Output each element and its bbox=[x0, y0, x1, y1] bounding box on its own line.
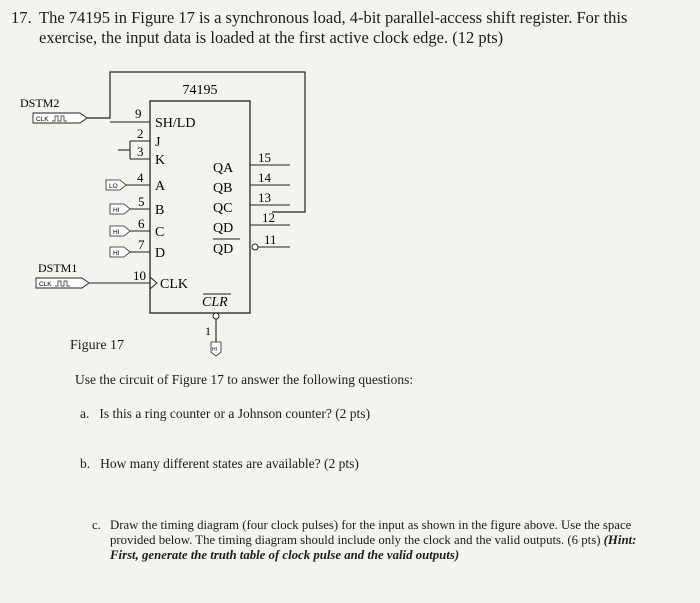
label-qc: QC bbox=[213, 201, 233, 216]
level-tag-hi-clr-text: HI bbox=[212, 347, 217, 353]
label-b: B bbox=[155, 203, 165, 218]
pin-7: 7 bbox=[138, 237, 145, 252]
label-qd: QD bbox=[213, 221, 234, 236]
label-qd-bar: QD bbox=[213, 242, 234, 257]
pin-1: 1 bbox=[205, 324, 211, 338]
label-d: D bbox=[155, 246, 166, 261]
subquestion-b-text: How many different states are available? (2 pts) bbox=[100, 456, 359, 471]
clock-source-dstm2: DSTM2 bbox=[20, 96, 60, 110]
question-line-1: The 74195 in Figure 17 is a synchronous load, 4-bit parallel-access shift register. For this bbox=[39, 8, 628, 27]
subquestion-c-text: Draw the timing diagram (four clock pulses) for the input as shown in the figure above. Use the space provided below. The timing diagram should include only the clock and the valid outputs. (6 pts) bbox=[110, 518, 632, 547]
level-tag-hi-b-text: HI bbox=[113, 207, 120, 214]
label-qb: QB bbox=[213, 181, 233, 196]
subquestion-c-body bbox=[92, 518, 652, 563]
instructions: Use the circuit of Figure 17 to answer the following questions: bbox=[75, 372, 414, 387]
label-clr: CLR bbox=[202, 295, 228, 310]
pin-5: 5 bbox=[138, 194, 145, 209]
label-c: C bbox=[155, 225, 165, 240]
subquestion-a bbox=[80, 406, 370, 422]
pin-11: 11 bbox=[264, 232, 277, 247]
subquestion-c bbox=[92, 518, 652, 563]
pin-15: 15 bbox=[258, 150, 271, 165]
figure-caption: Figure 17 bbox=[70, 338, 125, 353]
subquestion-b-label: b. bbox=[80, 456, 91, 471]
inverter-bubble bbox=[252, 244, 258, 250]
pin-10: 10 bbox=[133, 268, 146, 283]
label-a: A bbox=[155, 179, 166, 194]
chip-name: 74195 bbox=[182, 83, 218, 98]
pin-13: 13 bbox=[258, 190, 271, 205]
level-tag-hi-d-text: HI bbox=[113, 250, 120, 257]
pin-2: 2 bbox=[137, 126, 144, 141]
label-j: J bbox=[155, 135, 161, 150]
subquestion-a-label: a. bbox=[80, 406, 90, 421]
question-number: 17. bbox=[11, 8, 32, 27]
label-sh-ld: SH/LD bbox=[155, 116, 196, 131]
pin-6: 6 bbox=[138, 216, 145, 231]
subquestion-c-hint: (Hint: First, generate the truth table of clock pulse and the valid outputs) bbox=[110, 533, 637, 562]
label-k: K bbox=[155, 153, 166, 168]
level-tag-lo-text: LO bbox=[109, 183, 118, 190]
clock-edge-icon bbox=[150, 277, 157, 289]
pin-4: 4 bbox=[137, 170, 144, 185]
pin-14: 14 bbox=[258, 170, 271, 185]
subquestion-a-text: Is this a ring counter or a Johnson counter? (2 pts) bbox=[99, 406, 371, 421]
subquestion-c-label: c. bbox=[92, 518, 101, 532]
subquestion-b bbox=[80, 456, 359, 472]
label-clk: CLK bbox=[160, 277, 188, 292]
level-tag-hi-c-text: HI bbox=[113, 229, 120, 236]
clock-source-dstm1: DSTM1 bbox=[38, 261, 78, 275]
pin-3: 3 bbox=[137, 144, 144, 159]
clr-bubble bbox=[213, 313, 219, 319]
clock-tag-dstm2: CLK bbox=[36, 116, 49, 123]
label-qa: QA bbox=[213, 161, 234, 176]
question-line-2: exercise, the input data is loaded at the first active clock edge. (12 pts) bbox=[39, 28, 504, 47]
clock-tag-dstm1: CLK bbox=[39, 281, 52, 288]
pin-12: 12 bbox=[262, 210, 275, 225]
pin-9: 9 bbox=[135, 106, 142, 121]
